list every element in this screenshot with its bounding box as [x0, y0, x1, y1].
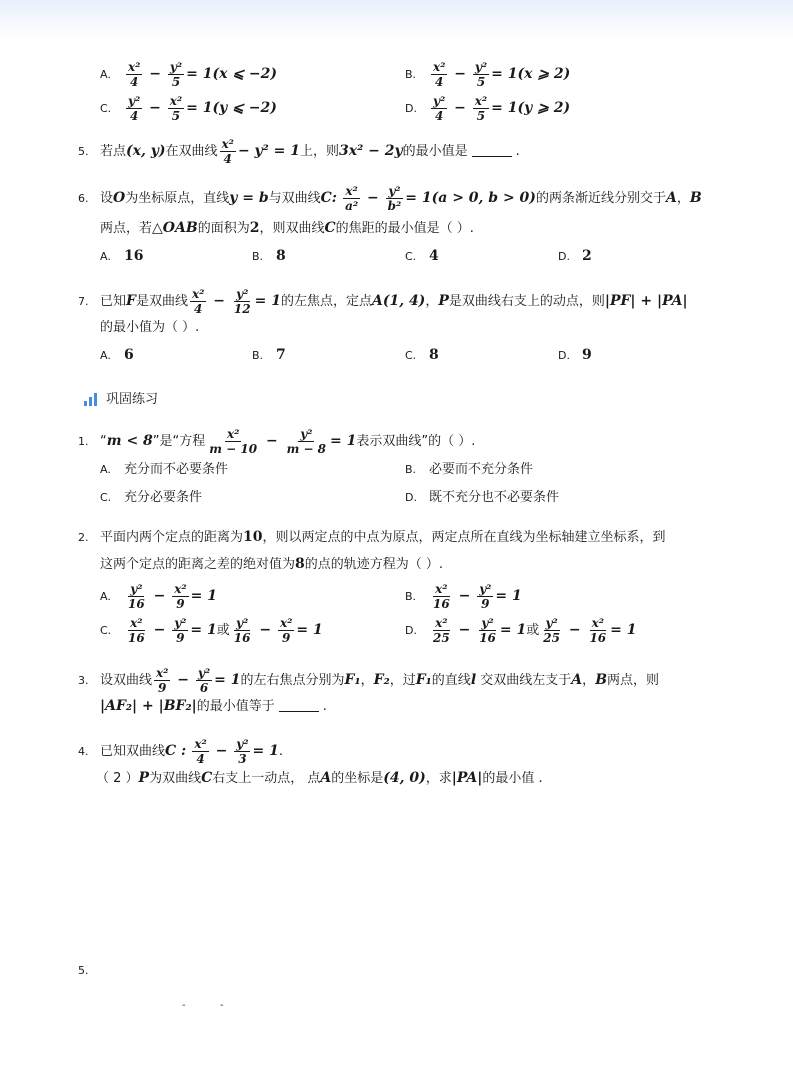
q7-option-a	[100, 345, 134, 366]
fraction: $\frac{\text{y²}}{16}$	[233, 616, 251, 645]
fraction: $\frac{\text{x²}}{9}$	[174, 582, 187, 611]
option-value: 8	[429, 347, 439, 363]
option-label: D.	[558, 250, 570, 263]
text: .	[278, 744, 283, 759]
math: A	[320, 770, 332, 786]
text: 表示双曲线”的（ ）.	[356, 434, 476, 449]
math: A	[571, 672, 583, 688]
math: − y² = 1	[237, 143, 301, 159]
fraction: $\frac{\text{x²}}{16}$	[433, 582, 450, 611]
math: C:	[320, 190, 337, 206]
math: F	[126, 293, 136, 309]
question-6: 6. 设O为坐标原点，直线y = b与双曲线C: $\frac{\text{x²}}{\text{a²}}$ − $\frac{\text{y²}}{\text{b²}}$ = 1(a > 0, b > 0)的两条渐近线分别交于A，B	[78, 184, 702, 213]
q6-option-d	[558, 246, 592, 267]
math: F₁	[344, 672, 361, 688]
math: m < 8	[106, 433, 153, 449]
fraction: $\frac{\text{x²}}{m - 10}$	[209, 427, 258, 456]
text: ，	[676, 191, 690, 206]
option-text: 既不充分也不必要条件	[429, 490, 560, 505]
section-title	[106, 390, 158, 410]
fraction: $\frac{\text{y²}}{\text{b²}}$	[387, 184, 402, 213]
fraction: $\frac{\text{y²}}{6}$	[197, 666, 211, 695]
header-band	[0, 0, 793, 40]
q7-option-c	[405, 345, 439, 366]
math: = 1	[330, 433, 357, 449]
option-text: 充分而不必要条件	[124, 462, 229, 477]
question-7: 7. 已知F是双曲线 $\frac{\text{x²}}{4}$ − $\frac{\text{y²}}{12}$ = 1的左焦点，定点A(1, 4)，P是双曲线右支上的动点，则|PF| + |PA|	[78, 287, 688, 316]
fraction: $\frac{\text{y²}}{16}$	[479, 616, 496, 645]
text: 平面内两个定点的距离为	[100, 530, 244, 545]
fraction: $\frac{\text{x²}}{4}$	[433, 60, 446, 89]
math: = 1	[190, 588, 217, 604]
question-number: 3.	[78, 674, 89, 687]
option-label: A.	[100, 349, 111, 362]
math: = 1	[610, 622, 637, 638]
text: 的点的轨迹方程为（ ）.	[304, 557, 444, 572]
option-label: B.	[252, 250, 264, 263]
question-number: 1.	[78, 435, 89, 448]
review-question-3-line2	[100, 696, 327, 717]
section-title-text: 巩固练习	[106, 392, 159, 407]
option-label: C.	[100, 491, 112, 504]
text: 已知双曲线	[100, 744, 166, 759]
text: 的最小值等于	[196, 699, 275, 714]
math: = 1	[499, 622, 527, 638]
question-6-line2	[100, 218, 474, 239]
bar-chart-icon	[84, 393, 98, 406]
fraction: $\frac{\text{x²}}{16}$	[589, 616, 607, 645]
text: 这两个定点的距离之差的绝对值为	[100, 557, 296, 572]
r2-option-a: A. $\frac{\text{y²}}{16}$ − $\frac{\text{x²}}{9}$ = 1	[100, 582, 217, 611]
fraction: $\frac{\text{x²}}{16}$	[128, 616, 145, 645]
text: 或	[526, 623, 540, 638]
option-label: B.	[252, 349, 264, 362]
text: ”是“方程	[152, 434, 206, 449]
r2-option-c: C. $\frac{\text{x²}}{16}$ − $\frac{\text{y²}}{9}$ = 1或 $\frac{\text{y²}}{16}$ − $\frac{\text{x²}}{9}$ = 1	[100, 616, 323, 645]
text: 已知	[100, 294, 127, 309]
r1-option-a	[100, 460, 228, 480]
option-label: D.	[405, 102, 417, 115]
text: 两点，若	[100, 221, 153, 236]
text: ，	[425, 294, 439, 309]
fraction: $\frac{\text{y²}}{9}$	[479, 582, 492, 611]
text: 的焦距的最小值是（ ）.	[335, 221, 474, 236]
math: B	[595, 672, 608, 688]
text: ，过	[389, 673, 416, 688]
option-value: 16	[124, 248, 144, 264]
review-question-2-line2	[100, 554, 443, 575]
math: = 1	[495, 588, 522, 604]
q6-option-a	[100, 246, 143, 267]
q6-option-b	[252, 246, 286, 267]
math: = 1	[190, 622, 217, 638]
question-5	[78, 137, 520, 166]
r2-option-d: D. $\frac{\text{x²}}{25}$ − $\frac{\text{y²}}{16}$ = 1或 $\frac{\text{y²}}{25}$ − $\frac{\text{x²}}{16}$ = 1	[405, 616, 637, 645]
question-number: 2.	[78, 531, 89, 544]
fraction: $\frac{\text{x²}}{9}$	[156, 666, 169, 695]
text: 若点	[100, 144, 127, 159]
text: 的面积为	[197, 221, 250, 236]
option-label: A.	[100, 250, 111, 263]
math: O	[113, 190, 126, 206]
option-a: A. $\frac{\text{x²}}{4}$ − $\frac{\text{y²}}{5}$ = 1(x ⩽ −2)	[100, 60, 278, 89]
math: = 1	[254, 293, 281, 309]
fraction: $\frac{\text{y²}}{5}$	[474, 60, 488, 89]
option-value: 7	[276, 347, 286, 363]
answer-blank[interactable]	[279, 711, 319, 712]
math: |AF₂| + |BF₂|	[100, 698, 197, 714]
review-question-2	[78, 527, 666, 548]
fraction: $\frac{\text{x²}}{4}$	[128, 60, 141, 89]
question-7-line2	[100, 318, 199, 338]
math: (4, 0)	[383, 770, 426, 786]
math: P	[138, 770, 150, 786]
fraction: $\frac{\text{y²}}{3}$	[236, 737, 249, 766]
fraction: $\frac{\text{x²}}{9}$	[279, 616, 293, 645]
r1-option-b	[405, 460, 533, 480]
option-label: A.	[100, 590, 111, 603]
math: C	[201, 770, 213, 786]
option-label: C.	[405, 349, 417, 362]
r2-option-b: B. $\frac{\text{x²}}{16}$ − $\frac{\text{y²}}{9}$ = 1	[405, 582, 522, 611]
option-label: C.	[100, 102, 112, 115]
math: l	[470, 672, 477, 688]
math: △OAB	[152, 220, 198, 236]
text: “	[100, 434, 107, 449]
scan-mark: -	[220, 1000, 224, 1011]
text: ，求	[425, 771, 452, 786]
math: C :	[165, 743, 187, 759]
q7-option-b	[252, 345, 286, 366]
text: 设	[100, 191, 114, 206]
question-number: 7.	[78, 295, 89, 308]
text: 为双曲线	[149, 771, 202, 786]
sub-question-number: （ 2 ）	[96, 771, 139, 786]
text: ，	[360, 673, 374, 688]
fraction: $\frac{\text{y²}}{4}$	[433, 94, 446, 123]
option-label: A.	[100, 463, 111, 476]
text: ，则双曲线	[259, 221, 325, 236]
review-question-4: 4. 已知双曲线C : $\frac{\text{x²}}{4}$ − $\frac{\text{y²}}{3}$ = 1.	[78, 737, 283, 766]
math: y = b	[229, 190, 269, 206]
math: 2	[249, 220, 260, 236]
fraction: $\frac{\text{y²}}{25}$	[543, 616, 560, 645]
option-label: B.	[405, 590, 417, 603]
fraction: $\frac{\text{y²}}{12}$	[233, 287, 251, 316]
option-value: 6	[124, 347, 134, 363]
text: ，	[582, 673, 596, 688]
option-text: 充分必要条件	[124, 490, 203, 505]
r1-option-c	[100, 488, 202, 508]
text: 设双曲线	[100, 673, 153, 688]
scan-mark: -	[182, 1000, 186, 1011]
question-number: 5.	[78, 964, 89, 977]
option-value: 2	[582, 248, 592, 264]
option-label: D.	[405, 624, 417, 637]
text: 的坐标是	[331, 771, 384, 786]
r1-option-d	[405, 488, 559, 508]
text: 交双曲线左支于	[480, 673, 572, 688]
fraction: $\frac{\text{x²}}{4}$	[221, 137, 234, 166]
fraction: $\frac{\text{x²}}{4}$	[194, 737, 207, 766]
text: 两点，则	[607, 673, 660, 688]
option-a-text: = 1(x ⩽ −2)	[186, 66, 278, 82]
text: 上，则	[300, 144, 340, 159]
text: ，则以两定点的中点为原点，两定点所在直线为坐标轴建立坐标系，到	[262, 530, 666, 545]
option-label: A.	[100, 68, 111, 81]
question-number: 5.	[78, 145, 89, 158]
option-value: 8	[276, 248, 286, 264]
math: = 1	[296, 622, 323, 638]
text: 的两条渐近线分别交于	[535, 191, 666, 206]
review-question-1: 1. “m < 8”是“方程 $\frac{\text{x²}}{m - 10}$ − $\frac{\text{y²}}{m - 8}$ = 1表示双曲线”的（ ）.	[78, 427, 476, 456]
math: F₁	[415, 672, 432, 688]
text: 或	[216, 623, 230, 638]
fraction: $\frac{\text{x²}}{\text{a²}}$	[345, 184, 359, 213]
option-value: 9	[582, 347, 592, 363]
math: (x, y)	[126, 143, 166, 159]
question-number: 4.	[78, 745, 89, 758]
math: A	[665, 190, 677, 206]
math: B	[689, 190, 702, 206]
answer-blank[interactable]	[472, 156, 512, 157]
math: 10	[243, 529, 263, 545]
text: 在双曲线	[165, 144, 218, 159]
text: 的左焦点，定点	[280, 294, 372, 309]
math: 8	[295, 556, 305, 572]
option-label: B.	[405, 68, 417, 81]
fraction: $\frac{\text{y²}}{9}$	[174, 616, 187, 645]
option-label: D.	[405, 491, 417, 504]
review-question-5	[78, 961, 100, 981]
option-label: C.	[100, 624, 112, 637]
text: 为坐标原点，直线	[125, 191, 230, 206]
math: = 1(a > 0, b > 0)	[405, 190, 536, 206]
option-c: C. $\frac{\text{y²}}{4}$ − $\frac{\text{x²}}{5}$ = 1(y ⩽ −2)	[100, 94, 277, 123]
option-d: D. $\frac{\text{y²}}{4}$ − $\frac{\text{x²}}{5}$ = 1(y ⩾ 2)	[405, 94, 571, 123]
review-question-3: 3. 设双曲线 $\frac{\text{x²}}{9}$ − $\frac{\text{y²}}{6}$ = 1的左右焦点分别为F₁，F₂，过F₁的直线l 交双曲线左支于A，B两点，则	[78, 666, 660, 695]
option-b: B. $\frac{\text{x²}}{4}$ − $\frac{\text{y²}}{5}$ = 1(x ⩾ 2)	[405, 60, 571, 89]
option-text: 必要而不充分条件	[429, 462, 534, 477]
fraction: $\frac{\text{x²}}{5}$	[169, 94, 183, 123]
math: = 1	[214, 672, 241, 688]
text: 的最小值是	[402, 144, 468, 159]
option-d-text: = 1(y ⩾ 2)	[491, 100, 571, 116]
review-question-4-part2	[96, 768, 543, 789]
option-label: B.	[405, 463, 417, 476]
option-label: C.	[405, 250, 417, 263]
option-label: D.	[558, 349, 570, 362]
math: C	[324, 220, 336, 236]
question-number: 6.	[78, 192, 89, 205]
text: 的左右焦点分别为	[240, 673, 345, 688]
math: |PA|	[451, 770, 483, 786]
math: 3x² − 2y	[339, 143, 403, 159]
fraction: $\frac{\text{y²}}{m - 8}$	[286, 427, 327, 456]
math: P	[438, 293, 449, 309]
text: 右支上一动点， 点	[212, 771, 321, 786]
math: A(1, 4)	[371, 293, 426, 309]
option-c-text: = 1(y ⩽ −2)	[186, 100, 277, 116]
text: 的直线	[431, 673, 471, 688]
text: .	[322, 699, 327, 714]
fraction: $\frac{\text{x²}}{25}$	[433, 616, 450, 645]
fraction: $\frac{\text{x²}}{5}$	[474, 94, 488, 123]
text: 是双曲线	[135, 294, 188, 309]
fraction: $\frac{\text{y²}}{5}$	[169, 60, 183, 89]
fraction: $\frac{\text{y²}}{4}$	[128, 94, 141, 123]
math: |PF| + |PA|	[604, 293, 688, 309]
option-b-text: = 1(x ⩾ 2)	[491, 66, 571, 82]
q6-option-c	[405, 246, 439, 267]
text: 的最小值为（ ）.	[100, 320, 200, 335]
text: .	[515, 144, 520, 159]
text: 与双曲线	[268, 191, 321, 206]
option-value: 4	[429, 248, 439, 264]
math: F₂	[373, 672, 390, 688]
math: = 1	[252, 743, 279, 759]
q7-option-d	[558, 345, 592, 366]
fraction: $\frac{\text{x²}}{4}$	[191, 287, 205, 316]
fraction: $\frac{\text{y²}}{16}$	[128, 582, 145, 611]
text: 的最小值 .	[482, 771, 543, 786]
text: 是双曲线右支上的动点，则	[448, 294, 605, 309]
